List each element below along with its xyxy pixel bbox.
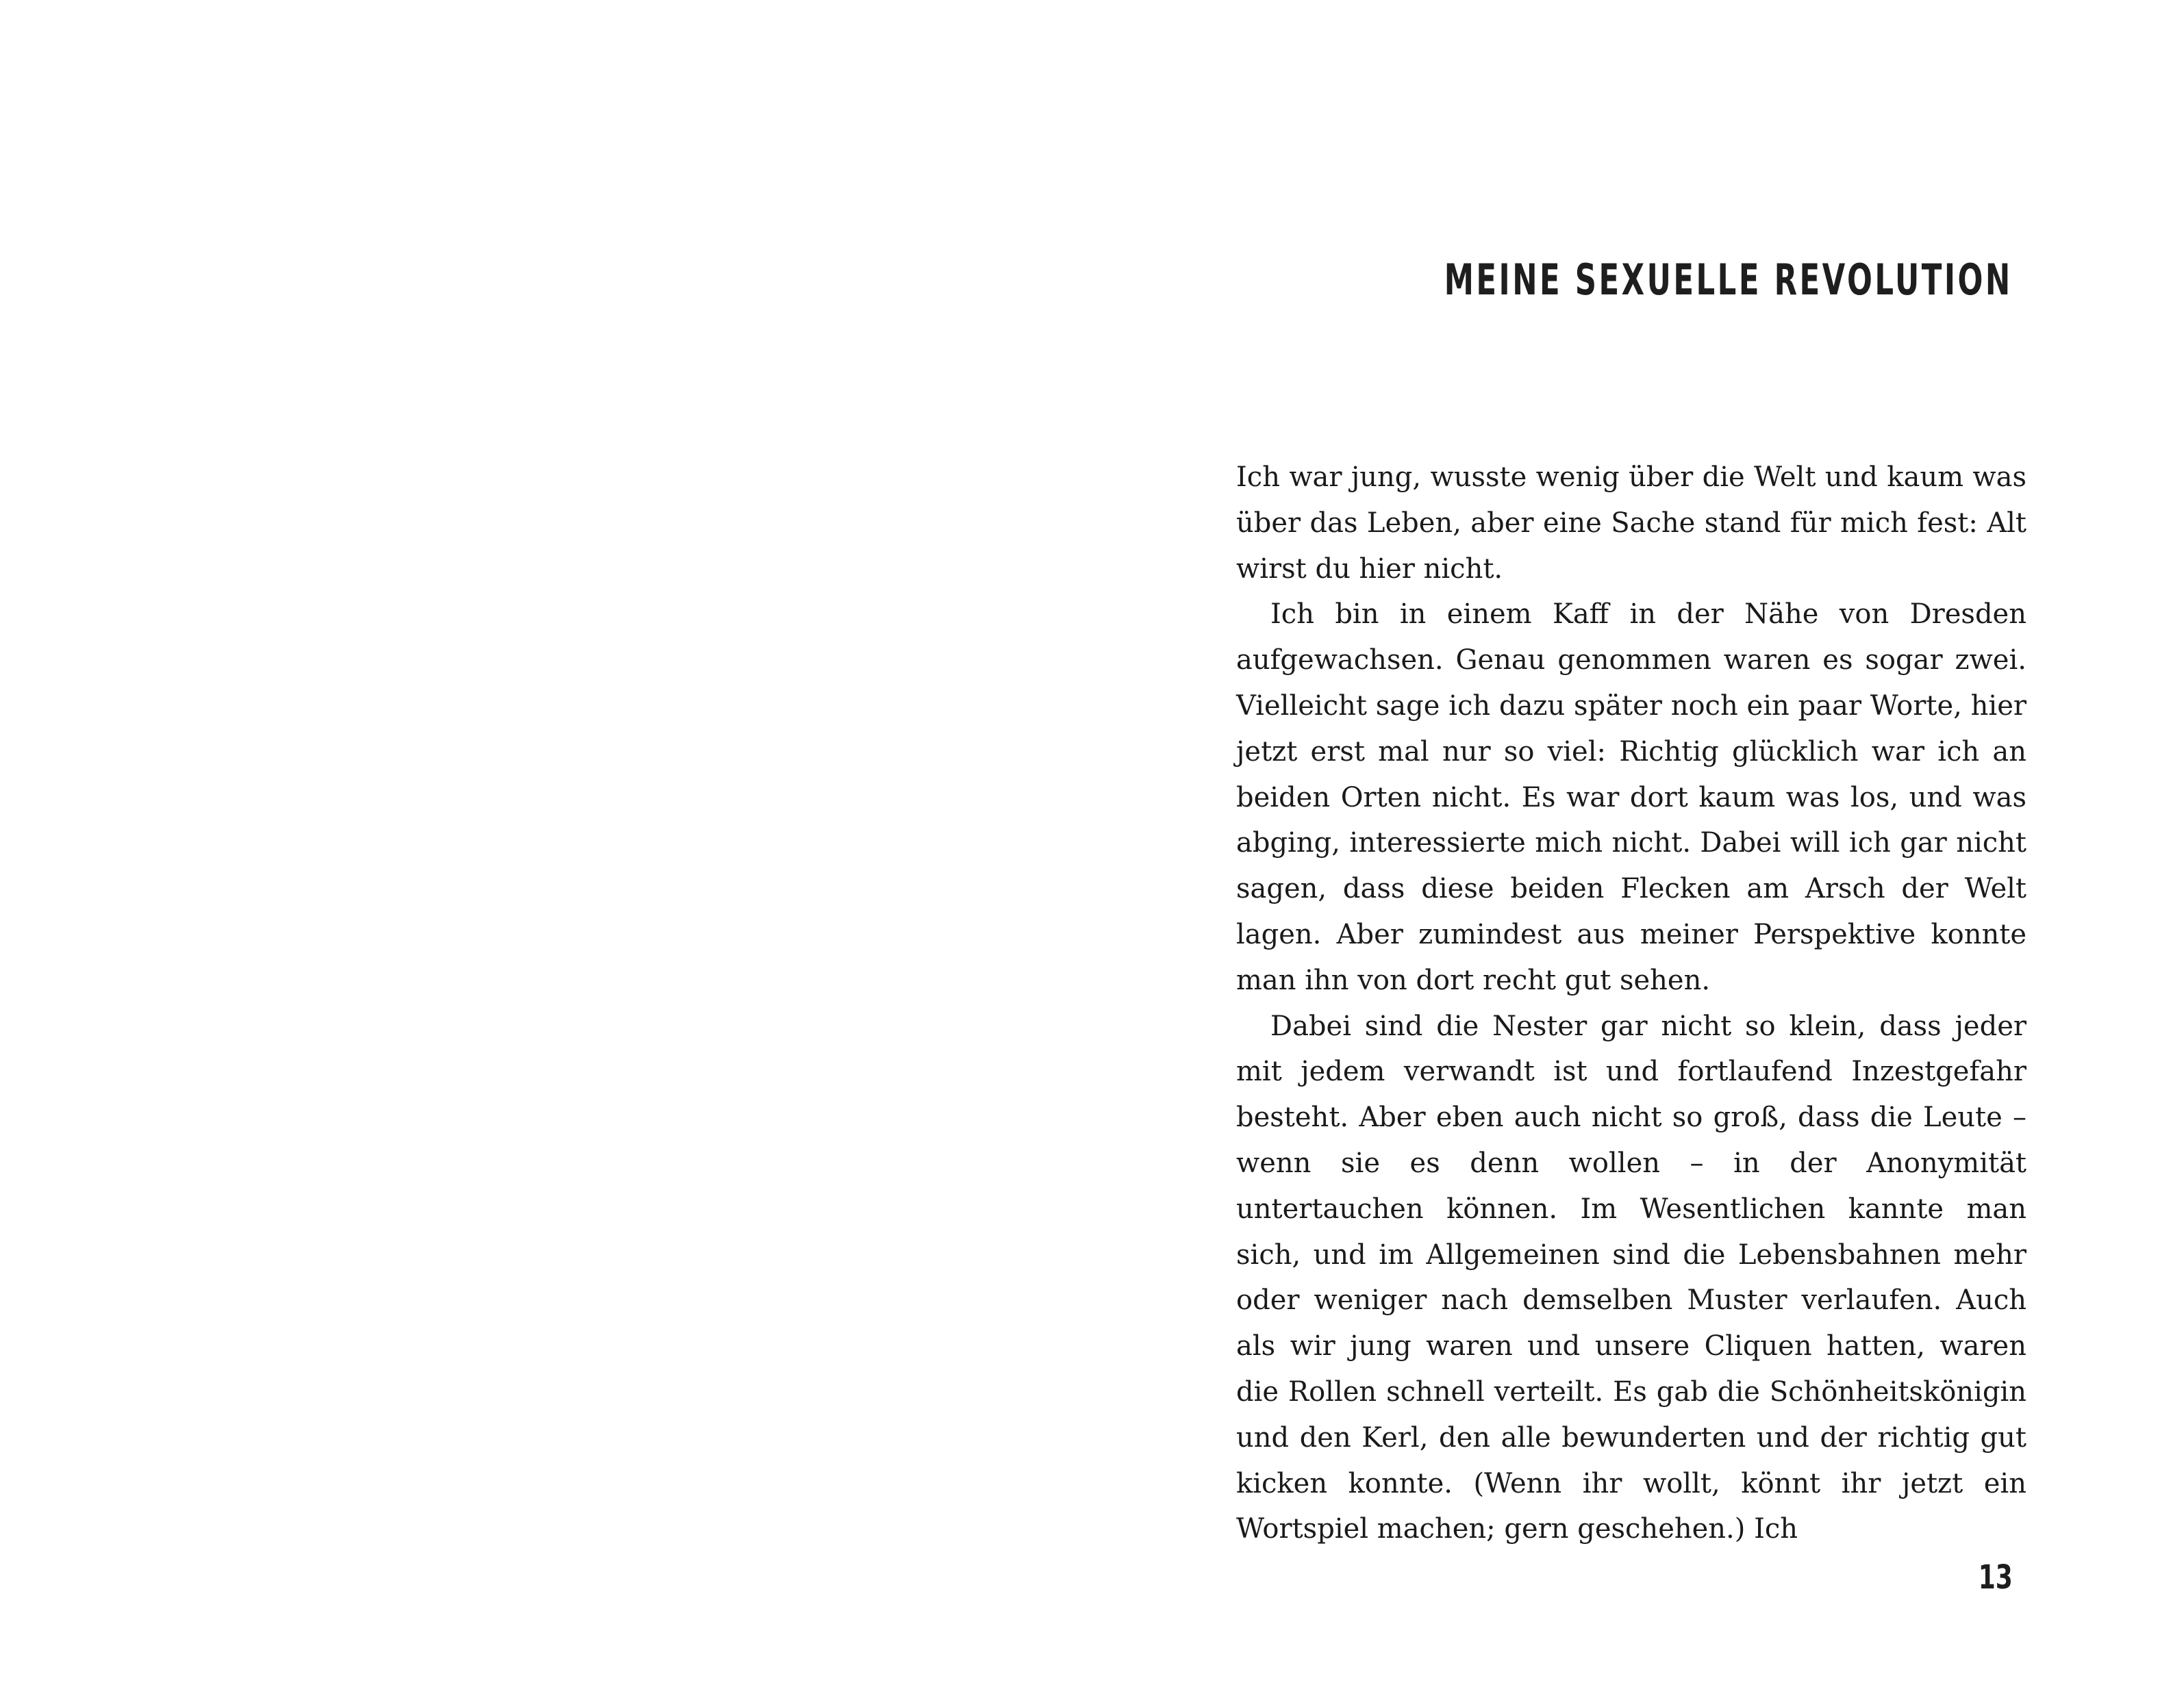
- body-text: [1236, 455, 2026, 1552]
- paragraph-2: Ich bin in einem Kaff in der Nähe von Dresden aufgewachsen. Genau genommen waren es sogar zwei. Vielleicht sage ich dazu später noch ein paar Worte, hier jetzt erst mal nur so viel: Richtig glücklich war ich an beiden Orten nicht. Es war dort kaum was los, und was abging, interessierte mich nicht. Dabei will ich gar nicht sagen, dass diese beiden Flecken am Arsch der Welt lagen. Aber zumindest aus meiner Perspektive konnte man ihn von dort recht gut sehen.: [1236, 598, 2026, 996]
- paragraph-1: Ich war jung, wusste wenig über die Welt und kaum was über das Leben, aber eine Sache stand für mich fest: Alt wirst du hier nicht.: [1236, 461, 2026, 585]
- chapter-title: MEINE SEXUELLE REVOLUTION: [1444, 255, 2013, 305]
- page-number: 13: [1978, 1558, 2013, 1597]
- paragraph-3: Dabei sind die Nester gar nicht so klein, dass jeder mit jedem verwandt ist und fortlaufend Inzestgefahr besteht. Aber eben auch nicht so groß, dass die Leute – wenn sie es denn wollen – in der Anonymität untertauchen können. Im Wesentlichen kannte man sich, und im Allgemeinen sind die Lebensbahnen mehr oder weniger nach demselben Muster verlaufen. Auch als wir jung waren und unsere Cliquen hatten, waren die Rollen schnell verteilt. Es gab die Schönheitskönigin und den Kerl, den alle bewunderten und der richtig gut kicken konnte. (Wenn ihr wollt, könnt ihr jetzt ein Wortspiel machen; gern geschehen.) Ich: [1236, 1010, 2026, 1545]
- right-page: [1092, 0, 2184, 1698]
